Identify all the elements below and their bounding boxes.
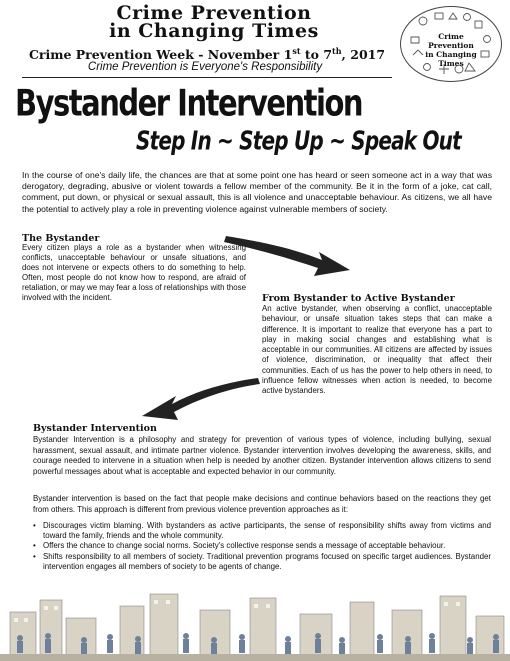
section-body-active: An active bystander, when observing a conflict, unacceptable behaviour, or unsafe situation takes steps that can make a difference. It is important to realize that everyone has a part to play in making social changes and establishing what is acceptable in our communities. All citizens are affected by issues of violence, discrimination, or inequality that affect their communities. Each of us has the power to help others in need, to influence fellow witnesses when action is needed, to become active bystanders.: [262, 304, 492, 396]
main-headline: Bystander Intervention: [15, 81, 363, 124]
week-suffix: , 2017: [341, 47, 386, 63]
bullet-item: • Discourages victim blaming. With bystanders as active participants, the sense of responsibility shifts away from victims and toward the family, friends and the whole community.: [33, 521, 491, 541]
bullet-item: • Shifts responsibility to all members of society. Traditional prevention programs focused on specific target audiences. Bystander intervention engages all members of society to be agents of change.: [33, 552, 491, 572]
section-body-intervention-2: Bystander intervention is based on the fact that people make decisions and continue behaviors based on the reactions they get from others. This approach is different from previous violence prevention approaches as it:: [33, 494, 491, 514]
arrow-right-down-icon: [222, 232, 354, 282]
banner-divider: [22, 77, 392, 78]
footer-community-illustration: [0, 590, 510, 661]
week-sup-first: st: [292, 46, 301, 56]
section-body-bystander: Every citizen plays a role as a bystander when witnessing conflicts, unacceptable behaviour or unsafe situations, and does not intervene or expects others to do something to help. Often, most people do not know how to respond, are afraid of retaliation, or may we may fear a loss of relationships with those involved with the incident.: [22, 243, 246, 303]
week-mid: to 7: [300, 47, 333, 63]
header-banner: [0, 0, 510, 80]
logo-text: [415, 32, 487, 68]
logo-text-line1: Crime Prevention: [428, 32, 474, 50]
section-heading-intervention: Bystander Intervention: [33, 423, 157, 434]
banner-title-line1: Crime Prevention: [116, 2, 312, 24]
campaign-logo: [400, 6, 502, 82]
week-dates: [22, 44, 392, 62]
sub-headline: Step In ~ Step Up ~ Speak Out: [136, 124, 461, 156]
intervention-bullet-list: [33, 521, 491, 572]
intro-paragraph: In the course of one's daily life, the chances are that at some point one has heard or seen someone act in a way that was derogatory, degrading, abusive or violent towards a fellow member of the community. Be it in the form of a joke, cat call, comment, put down, or physical or sexual assault, this is all violence and unacceptable behaviour. As citizens, we all have the potential to actively play a role in preventing violence against vulnerable members of society.: [22, 170, 492, 214]
week-prefix: Crime Prevention Week - November 1: [28, 47, 293, 63]
section-body-intervention-1: Bystander Intervention is a philosophy and strategy for prevention of various types of violence, including bullying, sexual harassment, sexual assault, and intimate partner violence. Bystander intervention involves developing the awareness, skills, and courage needed to intervene in a situation when help is needed by another citizen. Bystander intervention allows citizens to send powerful messages about what is acceptable and expected behavior in our community.: [33, 435, 491, 476]
banner-title: [28, 4, 400, 40]
banner-title-line2: in Changing Times: [109, 20, 319, 42]
section-heading-bystander: The Bystander: [22, 233, 100, 244]
arrow-left-down-icon: [138, 374, 262, 424]
slogan: Crime Prevention is Everyone's Responsibility: [87, 61, 323, 73]
week-sup-second: th: [332, 46, 342, 56]
logo-text-line2: in Changing Times: [425, 50, 477, 68]
section-heading-active: From Bystander to Active Bystander: [262, 293, 455, 304]
bullet-item: • Offers the chance to change social norms. Society's collective response sends a message of acceptable behaviour.: [33, 541, 491, 551]
